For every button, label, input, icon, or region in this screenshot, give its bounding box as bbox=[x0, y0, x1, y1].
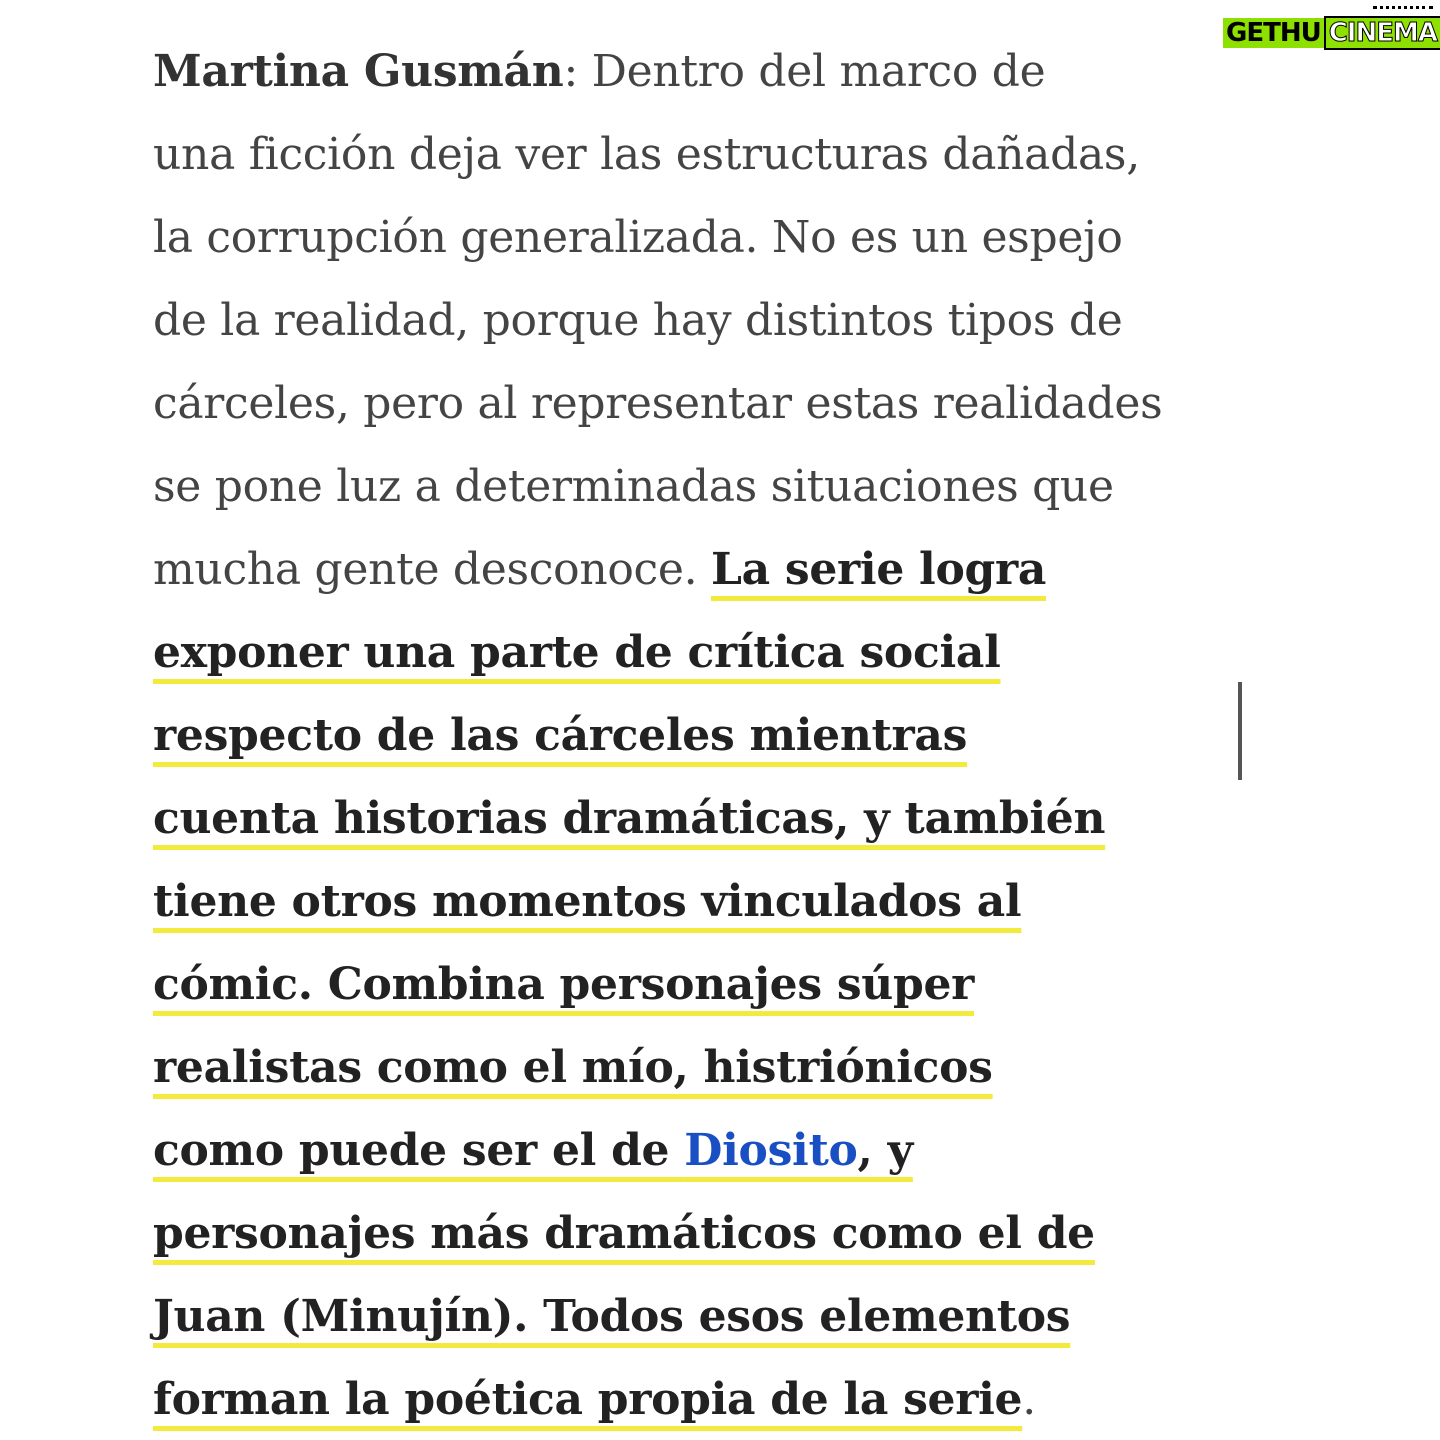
highlighted-line bbox=[153, 1026, 1233, 1109]
highlighted-text: cómic. Combina personajes súper bbox=[153, 959, 975, 1010]
highlighted-text: , y bbox=[857, 1125, 913, 1176]
text-line: cárceles, pero al representar estas realidades bbox=[153, 378, 1163, 429]
speaker-name: Martina Gusmán bbox=[153, 46, 564, 97]
text-line: de la realidad, porque hay distintos tipos de bbox=[153, 295, 1123, 346]
highlighted-line bbox=[153, 1275, 1233, 1358]
final-period: . bbox=[1022, 1374, 1036, 1425]
highlighted-text: como puede ser el de bbox=[153, 1125, 685, 1176]
text-line bbox=[153, 30, 1233, 113]
text-cursor bbox=[1238, 682, 1242, 780]
text-line: una ficción deja ver las estructuras dañadas, bbox=[153, 129, 1140, 180]
text-line: se pone luz a determinadas situaciones que bbox=[153, 461, 1114, 512]
watermark-part-1: GETHU bbox=[1223, 18, 1324, 48]
diosito-link[interactable]: Diosito bbox=[684, 1125, 858, 1176]
highlighted-line bbox=[153, 943, 1233, 1026]
highlighted-text: realistas como el mío, histriónicos bbox=[153, 1042, 993, 1093]
watermark-text bbox=[1223, 16, 1440, 50]
highlighted-text: Juan (Minujín). Todos esos elementos bbox=[153, 1291, 1071, 1342]
highlighted-line bbox=[153, 1358, 1233, 1440]
highlighted-line bbox=[153, 860, 1233, 943]
highlighted-line bbox=[153, 611, 1233, 694]
highlighted-line bbox=[153, 1109, 1233, 1192]
highlighted-line bbox=[153, 694, 1233, 777]
highlighted-text: cuenta historias dramáticas, y también bbox=[153, 793, 1106, 844]
highlighted-text: exponer una parte de crítica social bbox=[153, 627, 1001, 678]
highlighted-text: respecto de las cárceles mientras bbox=[153, 710, 968, 761]
highlighted-text: tiene otros momentos vinculados al bbox=[153, 876, 1022, 927]
article-body bbox=[153, 30, 1233, 1440]
text-line bbox=[153, 528, 1233, 611]
text-line: la corrupción generalizada. No es un espejo bbox=[153, 212, 1123, 263]
highlighted-line bbox=[153, 777, 1233, 860]
watermark-logo bbox=[1223, 6, 1436, 56]
highlighted-text: La serie logra bbox=[711, 544, 1047, 595]
highlighted-line bbox=[153, 1192, 1233, 1275]
highlighted-text: personajes más dramáticos como el de bbox=[153, 1208, 1095, 1259]
watermark-part-2: CINEMA bbox=[1324, 16, 1440, 50]
line-text: : Dentro del marco de bbox=[563, 46, 1046, 97]
highlighted-text: forman la poética propia de la serie bbox=[153, 1374, 1023, 1425]
line-text: mucha gente desconoce. bbox=[153, 544, 712, 595]
